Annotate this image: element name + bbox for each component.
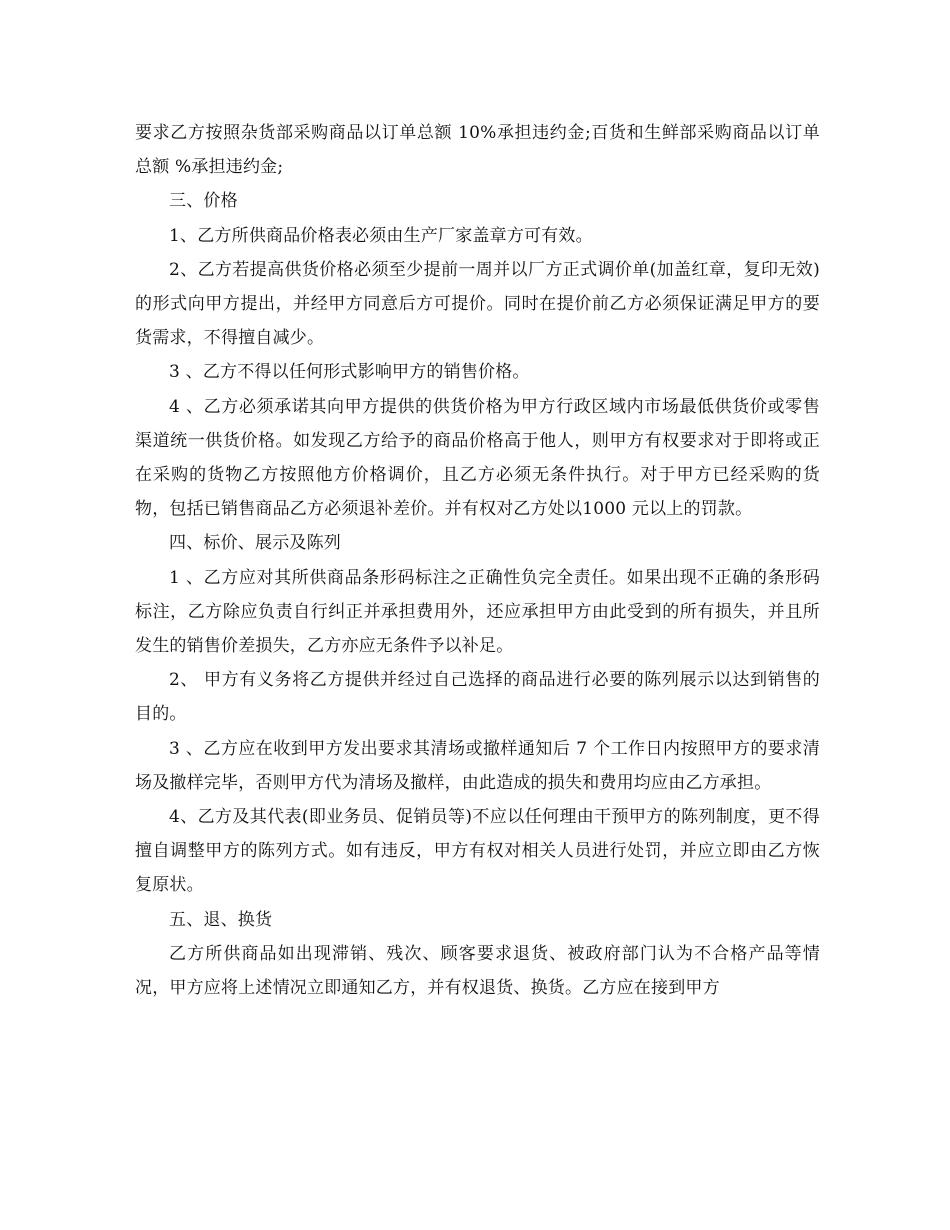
paragraph-display-2: 2、 甲方有义务将乙方提供并经过自己选择的商品进行必要的陈列展示以达到销售的目的。 — [135, 670, 820, 725]
section-heading-returns: 五、退、换货 — [169, 909, 273, 930]
paragraph-price-2: 2、乙方若提高供货价格必须至少提前一周并以厂方正式调价单(加盖红章，复印无效)的形式向甲方提出，并经甲方同意后方可提价。同时在提价前乙方必须保证满足甲方的要货需求，不得擅自减少。 — [135, 259, 820, 349]
paragraph-price-4: 4 、乙方必须承诺其向甲方提供的供货价格为甲方行政区域内市场最低供货价或零售渠道统一供货价格。如发现乙方给予的商品价格高于他人，则甲方有权要求对于即将或正在采购的货物乙方按照他方价格调价，且乙方必须无条件执行。对于甲方已经采购的货物，包括已销售商品乙方必须退补差价。并有权对乙方处以1000 元以上的罚款。 — [135, 396, 820, 520]
section-heading-price: 三、价格 — [169, 191, 238, 212]
paragraph-price-3: 3 、乙方不得以任何形式影响甲方的销售价格。 — [169, 362, 530, 383]
paragraph-returns-1: 乙方所供商品如出现滞销、残次、顾客要求退货、被政府部门认为不合格产品等情况，甲方应将上述情况立即通知乙方，并有权退货、换货。乙方应在接到甲方 — [135, 943, 820, 999]
paragraph-price-1: 1、乙方所供商品价格表必须由生产厂家盖章方可有效。 — [169, 225, 593, 246]
document-body — [135, 116, 820, 1005]
paragraph-display-1: 1 、乙方应对其所供商品条形码标注之正确性负完全责任。如果出现不正确的条形码标注，乙方除应负责自行纠正并承担费用外，还应承担甲方由此受到的所有损失，并且所发生的销售价差损失，乙方亦应无条件予以补足。 — [135, 567, 820, 657]
paragraph-display-3: 3 、乙方应在收到甲方发出要求其清场或撤样通知后 7 个工作日内按照甲方的要求清场及撤样完毕，否则甲方代为清场及撤样，由此造成的损失和费用均应由乙方承担。 — [135, 738, 820, 793]
paragraph-penalty-clause: 要求乙方按照杂货部采购商品以订单总额 10%承担违约金;百货和生鲜部采购商品以订单总额 %承担违约金; — [135, 123, 820, 178]
paragraph-display-4: 4、乙方及其代表(即业务员、促销员等)不应以任何理由干预甲方的陈列制度，更不得擅自调整甲方的陈列方式。如有违反，甲方有权对相关人员进行处罚，并应立即由乙方恢复原状。 — [135, 807, 820, 896]
section-heading-display: 四、标价、展示及陈列 — [169, 533, 341, 554]
